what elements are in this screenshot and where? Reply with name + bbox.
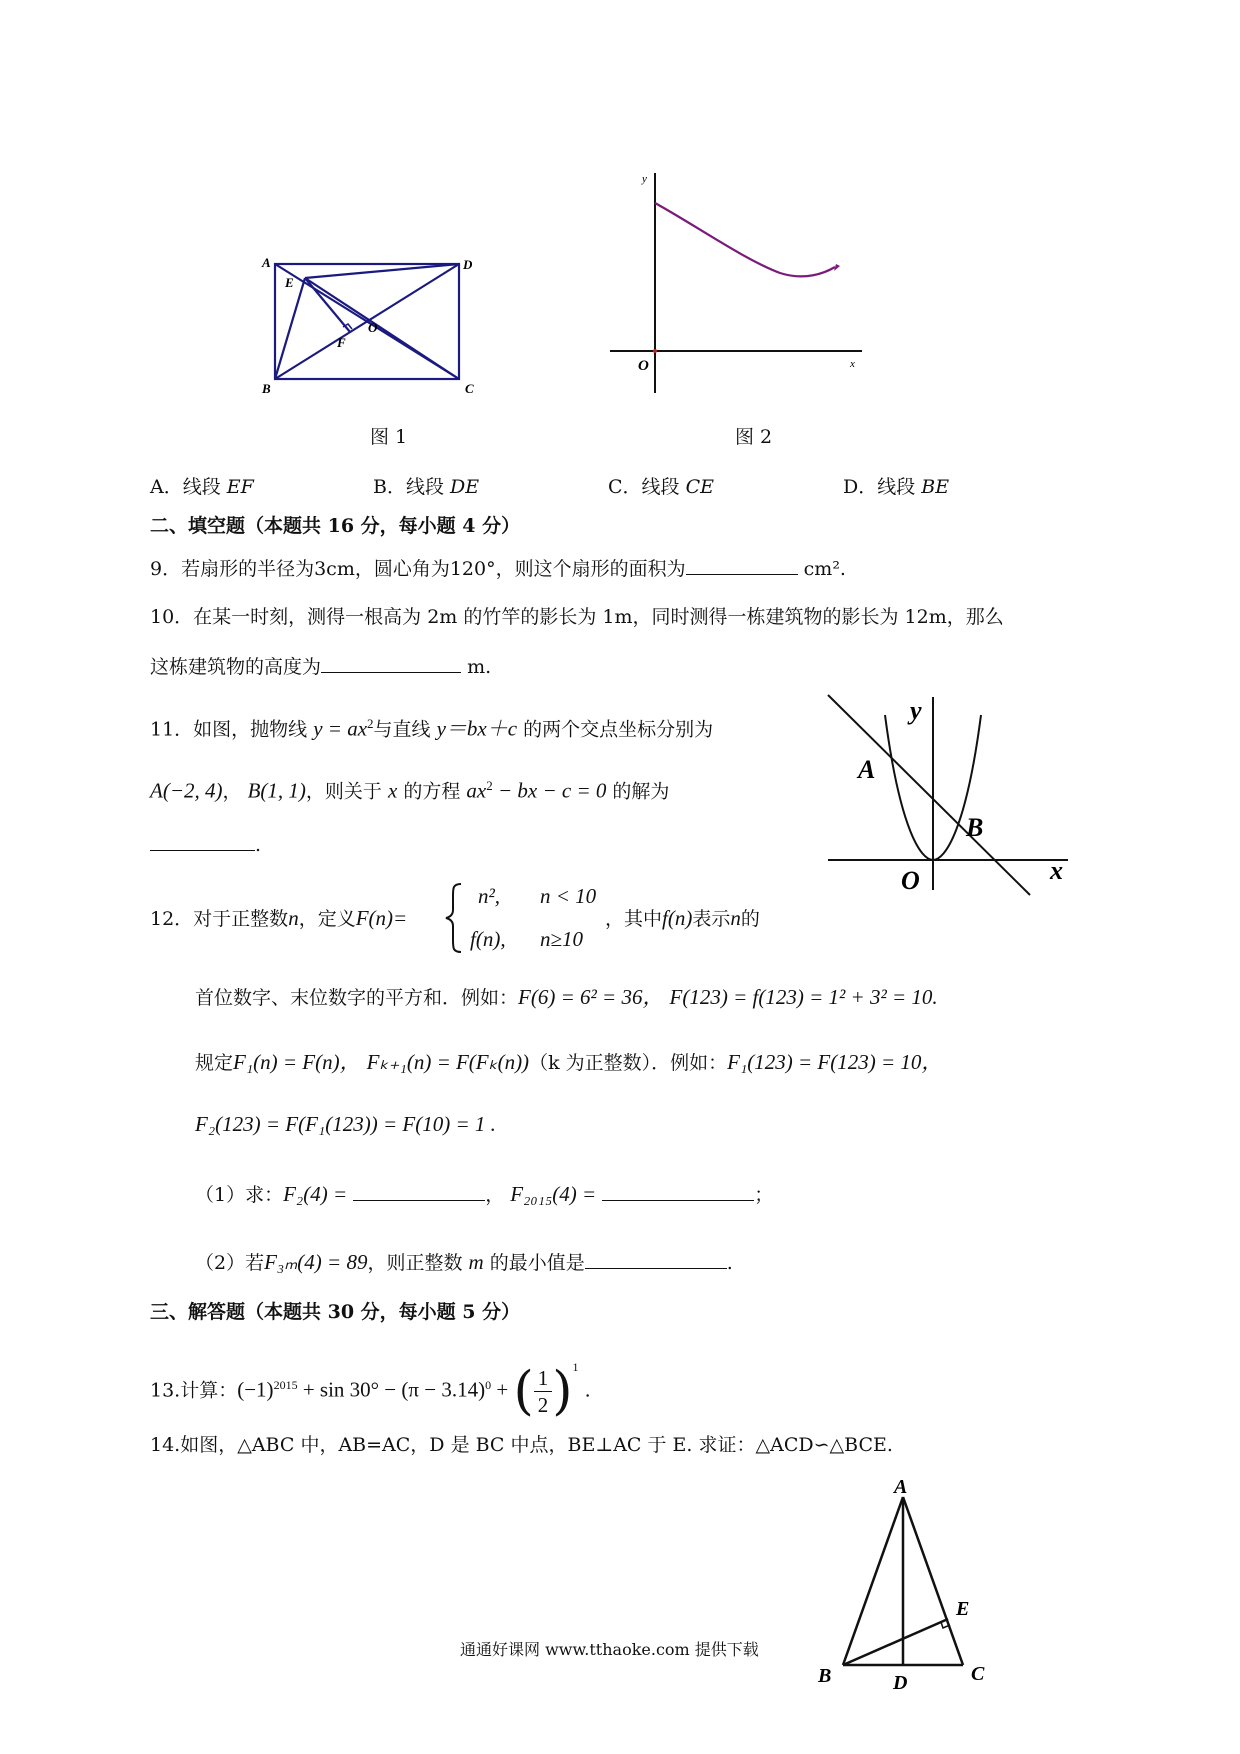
question-11-line1: 11．如图，抛物线 $y = ax^2$与直线 y＝bx＋c 的两个交点坐标分别为 — [150, 716, 714, 741]
fig2-label-y: y — [642, 173, 647, 185]
answer-blank-10 — [321, 654, 461, 673]
question-12-sub1: （1）求：F₂(4) = ， F₂₀₁₅(4) = ； — [195, 1182, 774, 1206]
answer-blank-12-1b — [602, 1182, 754, 1201]
q11-fig-label-A: A — [858, 755, 876, 784]
q11-fig-label-y: y — [910, 696, 922, 725]
q12-case1-value: n², — [478, 884, 501, 908]
fig1-label-F: F — [337, 335, 346, 350]
fig1-label-C: C — [465, 381, 474, 396]
q11-fig-label-x: x — [1050, 856, 1063, 885]
question-12-sub2: （2）若F₃ₘ(4) = 89，则正整数 m 的最小值是 . — [195, 1250, 733, 1274]
q14-fig-label-E: E — [956, 1598, 970, 1620]
answer-blank-12-2 — [585, 1250, 727, 1269]
q12-case2-cond: n≥10 — [540, 927, 584, 951]
q11-fig-label-B: B — [966, 813, 984, 842]
q14-fig-label-D: D — [893, 1672, 908, 1694]
answer-blank-9 — [686, 556, 798, 575]
question-11-line3: . — [150, 832, 261, 857]
fig2-curve — [655, 203, 835, 276]
fig2-label-x: x — [850, 358, 855, 370]
option-b: B．线段 DE — [373, 476, 480, 498]
option-d: D．线段 BE — [843, 476, 950, 498]
fig1-label-O: O — [368, 320, 378, 335]
answer-blank-12-1a — [353, 1182, 485, 1201]
section-2-title: 二、填空题（本题共 16 分，每小题 4 分） — [150, 515, 521, 537]
fig2-label-O: O — [638, 358, 649, 374]
question-10-line2: 这栋建筑物的高度为 m. — [150, 656, 492, 678]
question-12-line4: F₂(123) = F(F₁(123)) = F(10) = 1 . — [195, 1112, 496, 1136]
q14-fig-label-B: B — [818, 1665, 832, 1687]
q14-fig-label-A: A — [894, 1476, 908, 1498]
question-12-line3: 规定F₁(n) = F(n)， Fₖ₊₁(n) = F(Fₖ(n))（k 为正整数）．例如：F₁(123) = F(123) = 10， — [195, 1050, 943, 1074]
section-3-title: 三、解答题（本题共 30 分，每小题 5 分） — [150, 1301, 521, 1323]
q11-fig-label-O: O — [901, 866, 920, 895]
figure-1 — [255, 250, 485, 400]
q14-fig-label-C: C — [971, 1663, 985, 1685]
q12-brace — [443, 882, 465, 954]
question-10-line1: 10．在某一时刻，测得一根高为 2m 的竹竿的影长为 1m，同时测得一栋建筑物的影长为 12m，那么 — [150, 606, 1004, 628]
fig1-label-D: D — [463, 257, 473, 272]
fig2-caption: 图 2 — [735, 426, 773, 448]
figure-2 — [600, 165, 880, 405]
figure-q11 — [818, 685, 1078, 900]
question-14: 14.如图，△ABC 中，AB=AC，D 是 BC 中点，BE⊥AC 于 E. 求证：△ACD∽△BCE. — [150, 1434, 893, 1456]
question-11-line2: A(−2, 4)， B(1, 1)，则关于 x 的方程 $ax^2$ − bx − c = 0 的解为 — [150, 778, 670, 803]
question-13: 13.计算：$(-1)^{2015} + \sin 30^\circ - (\pi - 3.14)^0$ + ( $\frac{1}{2}$ )$^1$ . — [150, 1360, 591, 1422]
q12-case1-cond: n < 10 — [540, 884, 597, 908]
q12-case2-value: f(n), — [470, 927, 506, 951]
question-9: 9．若扇形的半径为3cm，圆心角为120°，则这个扇形的面积为 cm². — [150, 558, 846, 580]
fig1-label-E: E — [285, 275, 294, 290]
fig1-label-A: A — [262, 255, 271, 270]
fig1-label-B: B — [262, 381, 271, 396]
option-a: A．线段 EF — [150, 476, 254, 498]
option-c: C．线段 CE — [608, 476, 715, 498]
question-12-intro: 12．对于正整数n，定义F(n)= — [150, 906, 408, 930]
question-12-tail: ，其中f(n)表示n的 — [605, 906, 760, 930]
fig1-caption: 图 1 — [370, 426, 408, 448]
answer-blank-11 — [150, 832, 255, 851]
footer-text: 通通好课网 www.tthaoke.com 提供下载 — [460, 1640, 759, 1659]
figure-q14 — [808, 1475, 1008, 1695]
question-12-line2: 首位数字、末位数字的平方和．例如：F(6) = 6² = 36， F(123) = f(123) = 1² + 3² = 10. — [195, 985, 938, 1009]
